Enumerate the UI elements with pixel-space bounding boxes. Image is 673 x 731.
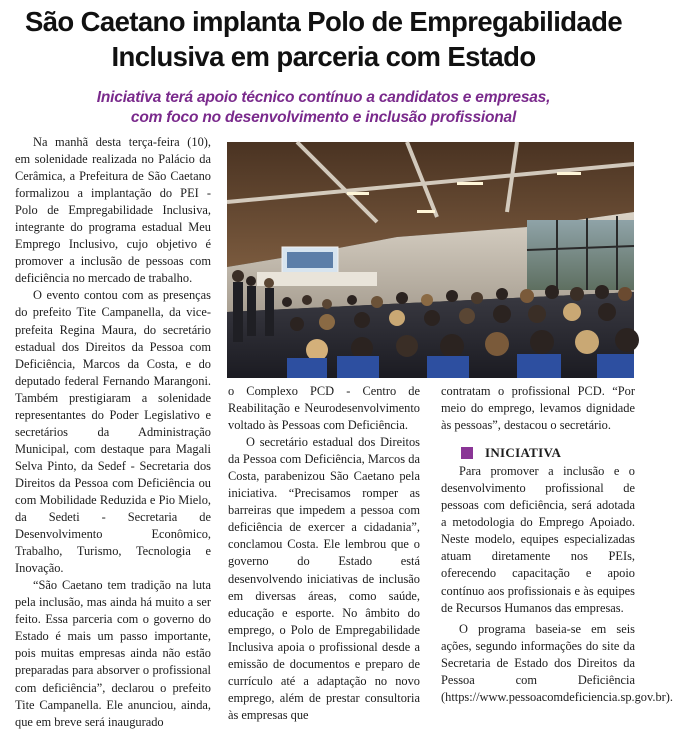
subheadline-line1: Iniciativa terá apoio técnico contínuo a candidatos e empresas, (96, 89, 551, 106)
headline (0, 4, 647, 74)
headline-line2: Inclusiva em parceria com Estado (111, 41, 536, 72)
paragraph: Para promover a inclusão e o desenvolvimento profissional de pessoas com deficiência, será adotada a metodologia do Emprego Apoiado. Neste modelo, equipes especializadas atuam diretamente nos PEIs, oferecendo capacitação e apoio contínuo aos profissionais e às equipes de Recursos Humanos das empresas. (441, 464, 635, 615)
paragraph: “São Caetano tem tradição na luta pela inclusão, mas ainda há muito a ser feito. Essa parceria com o governo do Estado é mais um passo importante, pois muitas empresas ainda não estão preparadas para absorver o profissional com deficiência”, declarou o prefeito Tite Campanella. Ele anunciou, ainda, que em breve será inaugurado (15, 578, 211, 729)
headline-line1: São Caetano implanta Polo de Empregabilidade (24, 6, 623, 37)
subheadline-line2: com foco no desenvolvimento e inclusão profissional (130, 109, 517, 126)
section-heading (441, 444, 635, 461)
auditorium-photo-illustration (227, 142, 634, 378)
article-column-1 (15, 134, 211, 731)
paragraph: contratam o profissional PCD. “Por meio do emprego, levamos dignidade às pessoas”, destacou o secretário. (441, 384, 635, 433)
paragraph: O secretário estadual dos Direitos da Pessoa com Deficiência, Marcos da Costa, parabenizou São Caetano pela iniciativa. “Precisamos romper as barreiras que impedem a pessoa com deficiência de exercer a cidadania”, conclamou Costa. Ele lembrou que o governo do Estado está desenvolvendo iniciativas de inclusão em diversas áreas, como saúde, educação e esporte. No âmbito do emprego, o Polo de Empregabilidade Inclusiva apoia o profissional desde a emissão de documentos e preparo de currículo até a adaptação no novo emprego, além de prestar consultoria às empresas que (228, 435, 420, 722)
paragraph: O evento contou com as presenças do prefeito Tite Campanella, da vice-prefeita Regina Maura, do secretário estadual dos Direitos da Pessoa com Deficiência, Marcos da Costa, e do deputado federal Fernando Marangoni. Também prestigiaram a solenidade representantes do Poder Legislativo e secretários da Administração Municipal, com destaque para Magali Selva Pinto, da Sedef - Secretaria dos Direitos da Pessoa com Deficiência ou com Mobilidade Reduzida e Pio Mielo, da Sedeti - Secretaria de Desenvolvimento Econômico, Trabalho, Turismo, Tecnologia e Inovação. (15, 288, 211, 576)
square-bullet-icon (461, 447, 473, 459)
subheadline (0, 88, 647, 128)
event-photo (227, 142, 634, 378)
article-column-3 (441, 383, 673, 706)
paragraph: Na manhã desta terça-feira (10), em solenidade realizada no Palácio da Cerâmica, a Prefeitura de São Caetano formalizou a implantação do PEI - Polo de Empregabilidade Inclusiva, integrante do programa estadual Meu Emprego Inclusivo, cujo objetivo é promover a inclusão de pessoas com deficiência no mercado de trabalho. (15, 135, 211, 286)
section-title: INICIATIVA (485, 445, 562, 461)
paragraph: O programa baseia-se em seis ações, segundo informações do site da Secretaria de Estado dos Direitos da Pessoa com Deficiência (https://www.pessoacomdeficiencia.sp.gov.br). (441, 621, 673, 704)
article-column-2 (228, 383, 420, 724)
paragraph: o Complexo PCD - Centro de Reabilitação e Neurodesenvolvimento voltado às Pessoas com Deficiência. (228, 384, 420, 433)
